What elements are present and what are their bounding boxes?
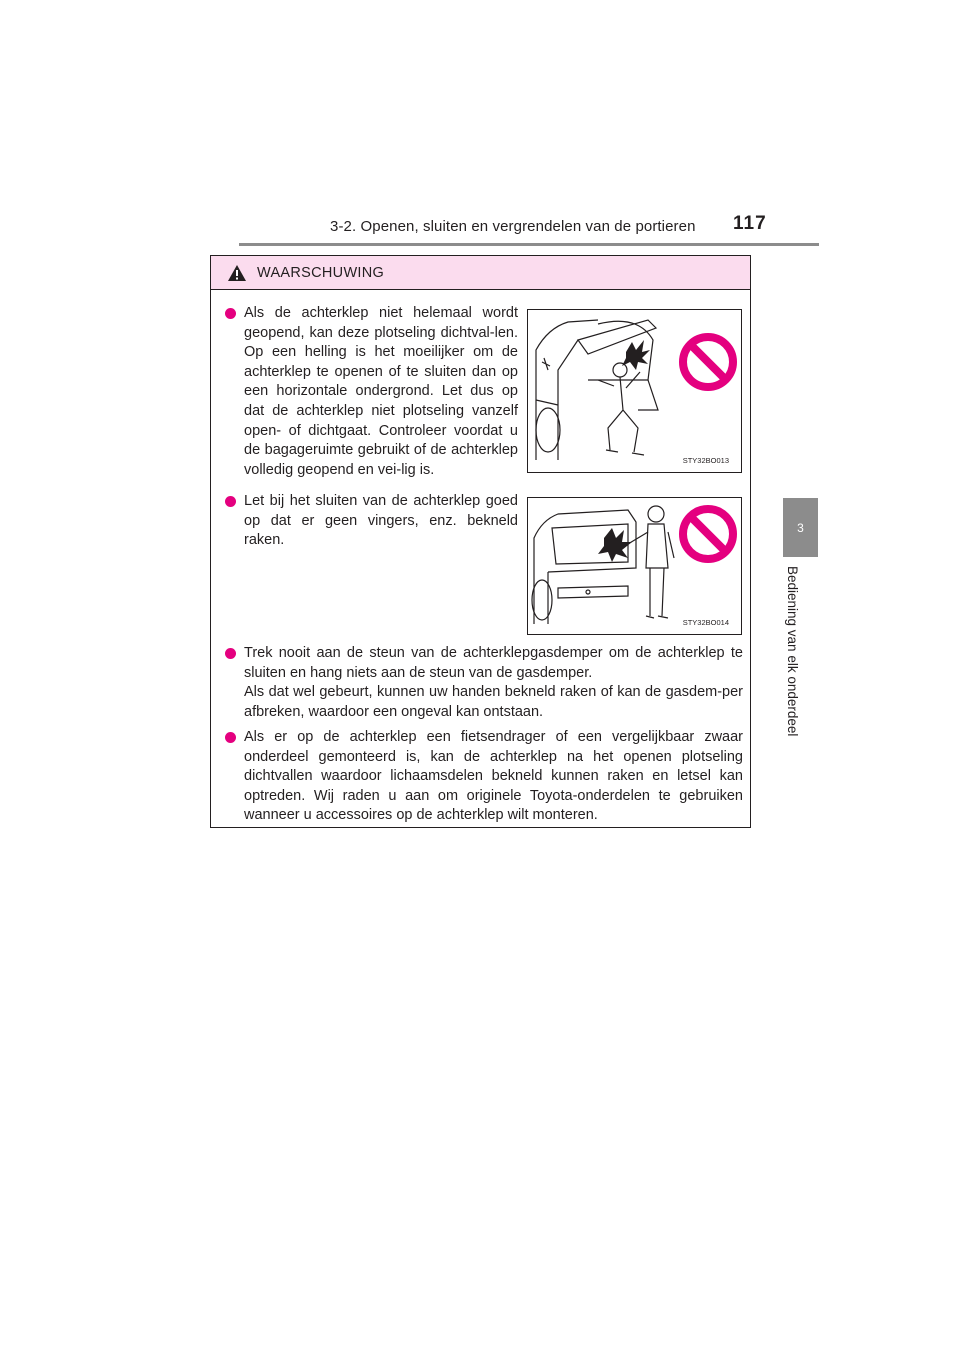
section-title: 3-2. Openen, sluiten en vergrendelen van de portieren bbox=[330, 218, 696, 235]
figure-tailgate-falling bbox=[527, 309, 742, 473]
figure-code: STY32BO013 bbox=[682, 456, 729, 465]
warning-box bbox=[210, 255, 751, 828]
warning-item bbox=[225, 728, 743, 826]
warning-item-text: Trek nooit aan de steun van de achterklepgasdemper om de achterklep te sluiten en hang niets aan de steun van de gasdemper. bbox=[244, 645, 743, 681]
warning-item bbox=[225, 492, 518, 551]
warning-item-text: Als dat wel gebeurt, kunnen uw handen bekneld raken of kan de gasdem-per afbreken, waardoor een ongeval kan ontstaan. bbox=[244, 684, 743, 720]
page-number: 117 bbox=[733, 213, 767, 234]
bullet-dot-icon bbox=[225, 648, 236, 659]
chapter-label: Bediening van elk onderdeel bbox=[785, 566, 800, 737]
bullet-dot-icon bbox=[225, 732, 236, 743]
chapter-tab bbox=[783, 498, 818, 557]
warning-header bbox=[211, 256, 750, 290]
chapter-number: 3 bbox=[797, 520, 804, 535]
warning-item-text: Let bij het sluiten van de achterklep goed op dat er geen vingers, enz. bekneld raken. bbox=[244, 493, 518, 549]
warning-title: WAARSCHUWING bbox=[257, 264, 385, 281]
figure-fingers-caught bbox=[527, 497, 742, 635]
bullet-dot-icon bbox=[225, 308, 236, 319]
warning-item-text: Als er op de achterklep een fietsendrager of een vergelijkbaar zwaar onderdeel gemonteerd is, kan de achterklep na het openen plotseling dichtvallen waardoor lichaamsdelen bekneld kunnen raken en letsel kan optreden. Wij raden u aan om originele Toyota-onderdelen te gebruiken wanneer u accessoires op de achterklep wilt monteren. bbox=[244, 729, 743, 824]
header-divider bbox=[239, 243, 819, 246]
warning-item bbox=[225, 304, 518, 480]
warning-triangle-icon bbox=[227, 264, 247, 282]
prohibition-icon bbox=[678, 504, 738, 564]
bullet-dot-icon bbox=[225, 496, 236, 507]
warning-item-text: Als de achterklep niet helemaal wordt geopend, kan deze plotseling dichtval-len. Op een helling is het moeilijker om de achterklep te openen of te sluiten dan op een horizontale ondergrond. Let dus op dat de achterklep niet plotseling vanzelf open- of dichtgaat. Controleer voordat u de bagageruimte gebruikt of de achterklep volledig geopend en vei-lig is. bbox=[244, 305, 518, 478]
warning-item bbox=[225, 644, 743, 722]
figure-code: STY32BO014 bbox=[682, 618, 729, 627]
prohibition-icon bbox=[678, 332, 738, 392]
